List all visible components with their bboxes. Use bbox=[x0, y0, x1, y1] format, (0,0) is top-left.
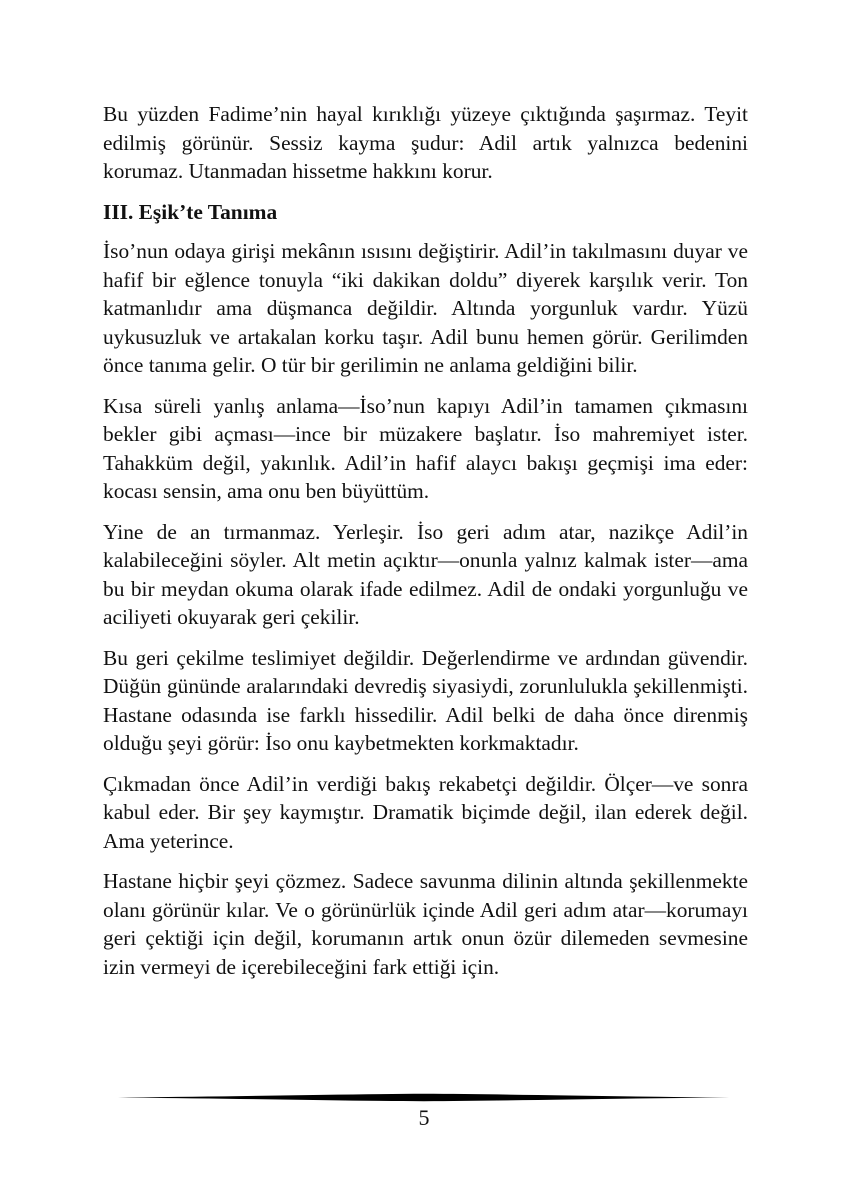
paragraph-5: Çıkmadan önce Adil’in verdiği bakış rekabetçi değildir. Ölçer—ve sonra kabul eder. Bir şey kaymıştır. Dramatik biçimde değil, ilan ederek değil. Ama yeterince. bbox=[103, 771, 748, 853]
paragraph-6: Hastane hiçbir şeyi çözmez. Sadece savunma dilinin altında şekillenmekte olanı görünür kılar. Ve o görünürlük içinde Adil geri adım atar—korumayı geri çektiği için değil, korumanın artık onun özür dilemeden sevmesine izin vermeyi de içerebileceğini fark ettiği için. bbox=[103, 869, 748, 979]
page-body bbox=[103, 100, 748, 993]
paragraph-intro: Bu yüzden Fadime’nin hayal kırıklığı yüzeye çıktığında şaşırmaz. Teyit edilmiş görünür. Sessiz kayma şudur: Adil artık yalnızca bedenini korumaz. Utanmadan hissetme hakkını korur. bbox=[103, 102, 748, 183]
page-number: 5 bbox=[418, 1105, 430, 1130]
paragraph-4: Bu geri çekilme teslimiyet değildir. Değerlendirme ve ardından güvendir. Düğün gününde aralarındaki devrediş siyasiydi, zorunlulukla şekillenmişti. Hastane odasında ise farklı hissedilir. Adil belki de daha önce direnmiş olduğu şeyi görür: İso onu kaybetmekten korkmaktadır. bbox=[103, 645, 748, 755]
section-heading: III. Eşik’te Tanıma bbox=[103, 199, 278, 224]
paragraph-3: Yine de an tırmanmaz. Yerleşir. İso geri adım atar, nazikçe Adil’in kalabileceğini söyler. Alt metin açıktır—onunla yalnız kalmak ister—ama bu bir meydan okuma olarak ifade edilmez. Adil de ondaki yorgunluğu ve aciliyeti okuyarak geri çekilir. bbox=[103, 519, 748, 629]
paragraph-2: Kısa süreli yanlış anlama—İso’nun kapıyı Adil’in tamamen çıkmasını bekler gibi açması—ince bir müzakere başlatır. İso mahremiyet ister. Tahakküm değil, yakınlık. Adil’in hafif alaycı bakışı geçmişi ima eder: kocası sensin, ama onu ben büyüttüm. bbox=[103, 393, 748, 503]
paragraph-1: İso’nun odaya girişi mekânın ısısını değiştirir. Adil’in takılmasını duyar ve hafif bir eğlence tonuyla “iki dakikan doldu” diyerek karşılık verir. Ton katmanlıdır ama düşmanca değildir. Altında yorgunluk vardır. Yüzü uykusuzluk ve artakalan korku taşır. Adil bunu hemen görür. Gerilimden önce tanıma gelir. O tür bir gerilimin ne anlama geldiğini bilir. bbox=[103, 239, 748, 377]
footer-divider bbox=[118, 1093, 730, 1102]
